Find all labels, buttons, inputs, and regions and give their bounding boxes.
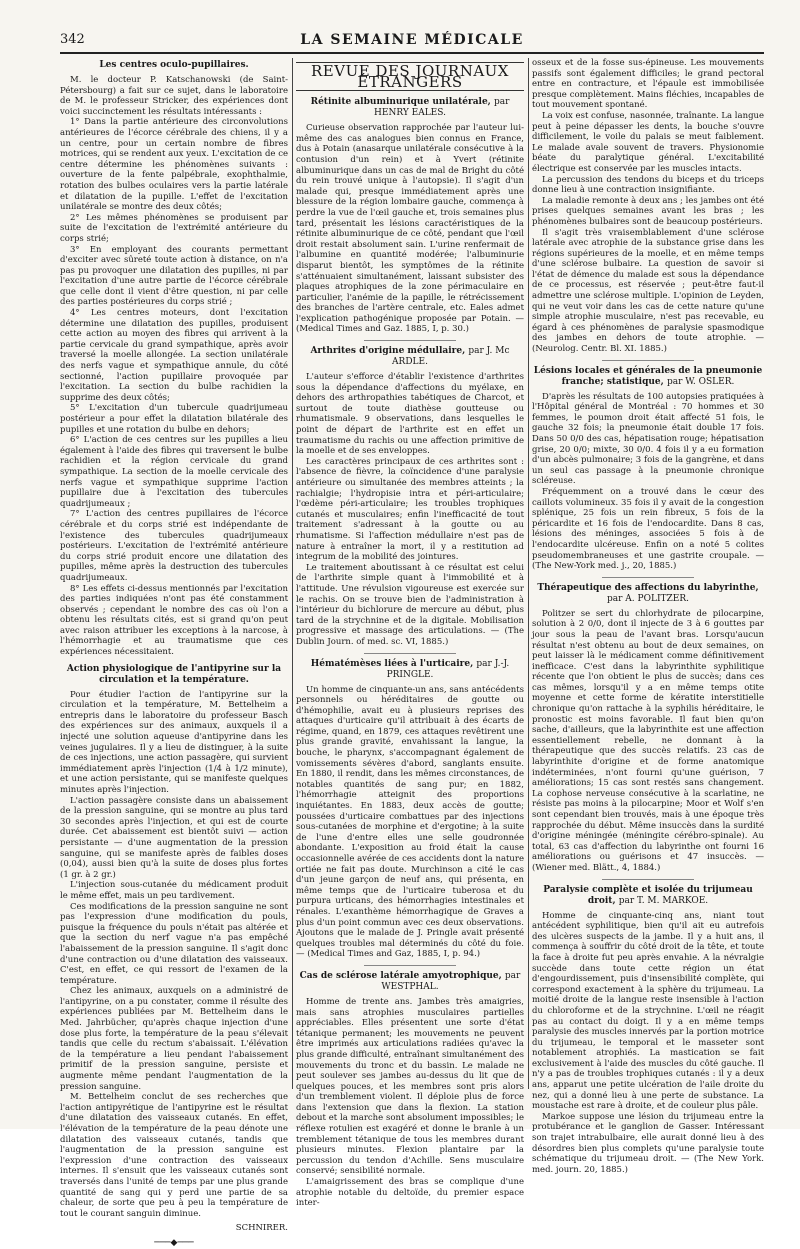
separator: [364, 965, 455, 966]
article-title: [296, 971, 524, 993]
paragraph: 7° L'action des centres pupillaires de l'écorce cérébrale et du corps strié est indépendante de l'existence des tubercules quadrijumeaux postérieurs. L'excitation de l'extrémité antérieure du corps strié produit encore une dilatation des pupilles, même après la destruction des tubercules quadrijumeaux.: [60, 509, 288, 583]
article-title-text: Cas de sclérose latérale amyotrophique,: [299, 970, 502, 981]
paragraph: osseux et de la fosse sus-épineuse. Les mouvements passifs sont également difficiles; le grand pectoral entre en contracture, et l'épaule est immobilisée presque complètement. Mains fléchies, incapables de tout mouvement spontané.: [532, 58, 764, 111]
paragraph: M. Bettelheim conclut de ses recherches que l'action antipyrétique de l'antipyrine est le résultat d'une dilatation des vaisseaux cutanés. En effet, l'élévation de la température de la peau dénote une dilatation des vaisseaux cutanés, tandis que l'augmentation de la pression sanguine est l'expression d'une contraction des vaisseaux internes. Il s'ensuit que les vaisseaux cutanés sont traversés dans l'unité de temps par une plus grande quantité de sang qui y perd une partie de sa chaleur, de sorte que peu à peu la température de tout le courant sanguin diminue.: [60, 1092, 288, 1219]
author-signature: SCHNIRER.: [235, 1223, 288, 1234]
article-title-text: Lésions locales et générales de la pneumonie franche; statistique,: [533, 365, 763, 387]
article-title: [532, 583, 764, 605]
paragraph: Les caractères principaux de ces arthrites sont : l'absence de fièvre, la coïncidence d'une paralysie antérieure ou simultanée des membres atteints ; la rachialgie; l'hydropisie intra et péri-articulaire; l'œdème péri-articulaire; les troubles trophiques cutanés et musculaires; enfin l'inefficacité de tout traitement s'adressant à la goutte ou au rhumatisme. Si l'affection médullaire n'est pas de nature à entraîner la mort, il y a restitution ad integrum de la mobilité des jointures.: [296, 456, 524, 563]
ornament-divider: ───◆───: [154, 1237, 194, 1248]
article-title: [296, 346, 524, 368]
paragraph: D'après les résultats de 100 autopsies pratiquées à l'Hôpital général de Montréal : 70 hommes et 30 femmes, le poumon droit était affecté 51 fois, le gauche 32 fois; la pneumonie était double 17 fois. Dans 50 0/0 des cas, hépatisation rouge; hépatisation grise, 20 0/0; mixte, 30 0/0. 4 fois il y a eu formation d'un abcès pulmonaire; 3 fois de la gangrène, et dans un seul cas passage à la pneumonie chronique scléreuse.: [532, 391, 764, 487]
article-title: [296, 659, 524, 681]
page-header: [60, 30, 764, 54]
page-number: 342: [60, 32, 85, 47]
article-title-text: Rétinite albuminurique unilatérale,: [310, 97, 491, 108]
separator: [602, 879, 695, 880]
article-title: Les centres oculo-pupillaires.: [99, 60, 249, 70]
article-title-text: Hématémèses liées à l'urticaire,: [310, 658, 474, 669]
journal-title: LA SEMAINE MÉDICALE: [300, 32, 524, 48]
paragraph: 8° Les effets ci-dessus mentionnés par l'excitation des parties indiquées n'ont pas été constamment observés ; cependant le nombre des cas où l'on a obtenu les résultats cités, est si grand qu'on peut avec raison attribuer les exceptions à la narcose, à l'hémorrhagie et au traumatisme que ces expériences nécessitaient.: [60, 583, 288, 658]
article-title: [532, 885, 764, 907]
paragraph: La percussion des tendons du biceps et du triceps donne lieu à une contraction insignifiante.: [532, 174, 764, 196]
paragraph: 5° L'excitation d'un tubercule quadrijumeau postérieur a pour effet la dilatation bilatérale des pupilles et une rotation du bulbe en dehors;: [60, 403, 288, 435]
article-title: Action physiologique de l'antipyrine sur la circulation et la température.: [66, 663, 282, 685]
paragraph: Homme de trente ans. Jambes très amaigries, mais sans atrophies musculaires partielles appréciables. Elles présentent une sorte d'état tétanique permanent; les mouvements ne peuvent être imprimés aux articulations radiées qu'avec la plus grande difficulté, entraînant simultanément des mouvements du tronc et du bassin. Le malade ne peut soulever ses jambes au-dessus du lit que de quelques pouces, et les membres sont pris alors d'un tremblement violent. Il déploie plus de force dans l'extension que dans la flexion. La station debout et la marche sont absolument impossibles; le réflexe rotulien est exagéré et donne le branle à un tremblement tétanique de tous les membres durant plusieurs minutes. Flexion plantaire par la percussion du tendon d'Achille. Sens musculaire conservé; sensibilité normale.: [296, 996, 524, 1177]
paragraph: 3° En employant des courants permettant d'exciter avec sûreté toute action à distance, on n'a pas pu provoquer une dilatation des pupilles, ni par l'excitation d'une autre partie de l'écorce cérébrale que celle dont il vient d'être question, ni par celle des parties postérieures du corps strié ;: [60, 244, 288, 308]
section-title: REVUE DES JOURNAUX ÉTRANGERS: [296, 62, 524, 91]
article-title-text: Arthrites d'origine médullaire,: [310, 346, 466, 357]
paragraph: L'action passagère consiste dans un abaissement de la pression sanguine, qui se montre au plus tard 30 secondes après l'injection, et qui est de courte durée. Cet abaissement est bientôt suivi — action persistante — d'une augmentation de la pression sanguine, qui se manifeste après de faibles doses (0,04), aussi bien qu'à la suite de doses plus fortes (1 gr. à 2 gr.): [60, 795, 288, 880]
separator: [364, 340, 455, 341]
article-author: par HENRY EALES.: [374, 97, 510, 119]
separator: [602, 577, 695, 578]
paragraph: Fréquemment on a trouvé dans le cœur des caillots volumineux. 35 fois il y avait de la congestion splénique, 25 fois un rein fibreux, 5 fois de la péricardite et 16 fois de l'endocardite. Dans 8 cas, lésions des méninges, associées 5 fois à de l'endocardite ulcéreuse. Enfin on a noté 5 colites pseudomembraneuses et une gastrite croupale. — (The New-York med. j., 20, 1885.): [532, 486, 764, 572]
paragraph: 1° Dans la partie antérieure des circonvolutions antérieures de l'écorce cérébrale des chiens, il y a un centre, pour un certain nombre de fibres motrices, qui se rendent aux yeux. L'excitation de ce centre détermine les phénomènes suivants : ouverture de la fente palpébrale, exophthalmie, rotation des bulbes oculaires vers la partie latérale et dilatation de la pupille. L'effet de l'excitation unilatérale se montre des deux côtés;: [60, 117, 288, 213]
paragraph: La maladie remonte à deux ans ; les jambes ont été prises quelques semaines avant les bras ; les phénomènes bulbaires sont de beaucoup postérieurs.: [532, 195, 764, 227]
paragraph: Curieuse observation rapprochée par l'auteur lui-même des cas analogues bien connus en France, dus à Potain (anasarque unilatérale consécutive à la contusion d'un rein) et à Yvert (rétinite albuminurique dans un cas de mal de Bright du côté du rein trouvé unique à l'autopsie). Il s'agit d'un malade qui, presque immédiatement après une blessure de la région lombaire gauche, commença à perdre la vue de l'œil gauche et, trois semaines plus tard, présentait les lésions caractéristiques de la rétinite albuminurique de ce côté, pendant que l'œil droit restait absolument sain. L'urine renfermait de l'albumine en quantité modérée; l'albuminurie disparut bientôt, les symptômes de la rétinite s'atténuaient simultanément, laissant subsister des plaques atrophiques de la zone périmaculaire en particulier, l'anémie de la papille, le rétrécissement des branches de l'artère centrale, etc. Eales admet l'explication pathogénique proposée par Potain. — (Medical Times and Gaz. 1885, I, p. 30.): [296, 123, 524, 335]
article-author: par A. POLITZER.: [607, 593, 689, 604]
paragraph: La voix est confuse, nasonnée, traînante. La langue peut à peine dépasser les dents, la bouche s'ouvre difficilement, le voile du palais se meut faiblement. Le malade avale souvent de travers. Physionomie béate du paralytique général. L'excitabilité électrique est conservée par les muscles intacts.: [532, 110, 765, 174]
paragraph: Politzer se sert du chlorhydrate de pilocarpine, solution à 2 0/0, dont il injecte de 3 à 6 gouttes par jour sous la peau de l'avant bras. Lorsqu'aucun résultat n'est obtenu au bout de deux semaines, on peut laisser là le médicament comme définitivement inefficace. C'est dans la labyrinthite syphilitique récente que l'on obtient le plus de succès; dans ces cas mêmes, lorsqu'il y a en même temps otite moyenne et cette forme de kératite interstitielle chronique qu'on rattache à la syphilis héréditaire, le pronostic est moins favorable. Il faut bien qu'on sache, d'ailleurs, que la labyrinthite est une affection essentiellement rebelle, ne donnant à la thérapeutique que des succès relatifs. 23 cas de labyrinthite d'origine et de forme anatomique indéterminées, n'ont fourni qu'une guérison, 7 améliorations; 15 cas sont restés sans changement. La cophose nerveuse consécutive à la scarlatine, ne résiste pas moins à la pilocarpine; Moor et Wolf s'en sont cependant bien trouvés, mais à une époque très rapprochée du début. Même insuccès dans la surdité d'origine méningée (méningite cérébro-spinale). Au total, 63 cas d'affection du labyrinthe ont fourni 16 améliorations ou guérisons et 47 insuccès. — (Wiener med. Blätt., 4, 1884.): [532, 608, 764, 873]
separator: [602, 360, 695, 361]
article-title-text: Thérapeutique des affections du labyrinthe,: [537, 582, 759, 593]
paragraph: L'injection sous-cutanée du médicament produit le même effet, mais un peu tardivement.: [60, 880, 288, 901]
column-divider: [292, 58, 293, 1089]
paragraph: L'amaigrissement des bras se complique d'une atrophie notable du deltoïde, du premier espace inter-: [296, 1177, 524, 1209]
paragraph: Un homme de cinquante-un ans, sans antécédents personnels ou héréditaires de goutte ou d'hémophilie, avait eu à plusieurs reprises des attaques d'urticaire qu'il attribuait à des écarts de régime, quand, en 1879, ces attaques revêtirent une plus grande gravité, envahissant la langue, la bouche, le pharynx, s'accompagnant également de vomissements sévères d'abord, sanglants ensuite. En 1880, il rendit, dans les mêmes circonstances, de notables quantités de sang pur; en 1882, l'hémorrhagie atteignit des proportions inquiétantes. En 1883, deux accès de goutte; poussées d'urticaire combattues par des injections sous-cutanées de morphine et d'ergotine; à la suite de l'une d'entre elles une selle goudronnée abondante. L'exposition au froid était la cause occasionnelle avérée de ces accidents dont la nature ortiée ne fait pas doute. Murchinson a cité le cas d'un jeune garçon de neuf ans, qui présenta, en même temps que de l'urticaire tuberosa et du purpura urticans, des hémorrhagies intestinales et rénales. L'exanthème hémorrhagique de Graves a plus d'un point commun avec ces deux observations. Ajoutons que le malade de J. Pringle avait présenté quelques troubles mal déterminés du côté du foie. — (Medical Times and Gaz, 1885, I, p. 94.): [296, 684, 524, 960]
paragraph: L'auteur s'efforce d'établir l'existence d'arthrites sous la dépendance d'affections du myélaxe, en dehors des arthropathies tabétiques de Charcot, et surtout de toute diathèse goutteuse ou rhumatismale. 9 observations, dans lesquelles le point de départ de l'arthrite est en effet un traumatisme du rachis ou une affection primitive de la moelle et de ses enveloppes.: [296, 372, 524, 457]
paragraph: Ces modifications de la pression sanguine ne sont pas l'expression d'une modification du pouls, puisque la fréquence du pouls n'était pas altérée et que la section du nerf vague n'a pas empêché l'abaissement de la pression sanguine. Il s'agit donc d'une contraction ou d'une dilatation des vaisseaux. C'est, en effet, ce qui ressort de l'examen de la température.: [60, 901, 288, 986]
column-2: [296, 58, 524, 1209]
paragraph: 6° L'action de ces centres sur les pupilles a lieu également à l'aide des fibres qui traversent le bulbe rachidien et la région cervicale du grand sympathique. La section de la moelle cervicale des nerfs vague et sympathique supprime l'action pupillaire due à l'excitation des tubercules quadrijumeaux ;: [60, 435, 288, 509]
article-author: par WESTPHAL.: [381, 970, 521, 992]
article-author: par J. Mc ARDLE.: [392, 346, 510, 368]
article-author: par W. OSLER.: [666, 376, 735, 387]
article-title: [296, 97, 524, 119]
paragraph: Chez les animaux, auxquels on a administré de l'antipyrine, on a pu constater, comme il résulte des expériences publiées par M. Bettelheim dans le Med. Jahrbücher, qu'après chaque injection d'une dose plus forte, la température de la peau s'élevait tandis que celle du rectum s'abaissait. L'élévation de la température a lieu pendant l'abaissement primitif de la pression sanguine, persiste et augmente même pendant l'augmentation de la pression sanguine.: [60, 986, 288, 1092]
paragraph: Homme de cinquante-cinq ans, niant tout antécédent syphilitique, bien qu'il ait eu autrefois des ulcères suspects de la jambe. Il y a huit ans, il commença à souffrir du côté droit de la tête, et toute la face à droite fut peu après envahie. A la névralgie succède dans toute cette région un état d'engourdissement, puis d'insensibilité complète, qui correspond exactement à la sphère du trijumeau. La moitié droite de la langue reste insensible à l'action du chloroforme et de la strychnine. L'œil ne réagit pas au contact du doigt. Il y a en même temps paralysie des muscles innervés par la portion motrice du trijumeau, le temporal et le masseter sont notablement atrophiés. La mastication se fait exclusivement à l'aide des muscles du côté gauche. Il n'y a pas de troubles trophiques cutanés : il y a deux ans, apparut une petite ulcération de l'aile droite du nez, qui a donné lieu à une perte de substance. La moustache est rare à droite, et de couleur plus pâle.: [532, 910, 764, 1112]
paragraph: Markoe suppose une lésion du trijumeau entre la protubérance et le ganglion de Gasser. Intéressant son trajet intrabulbaire, elle aurait donné lieu à des désordres bien plus complets qu'une paralysie toute schématique du trijumeau droit. — (The New York. med. journ. 20, 1885.): [532, 1111, 764, 1175]
paragraph: M. le docteur P. Katschanowski (de Saint-Pétersbourg) a fait sur ce sujet, dans le laboratoire de M. le professeur Stricker, des expériences dont voici succinctement les résultats intéressants :: [60, 75, 288, 117]
article-title: [532, 366, 764, 388]
paragraph: Le traitement aboutissant à ce résultat est celui de l'arthrite simple quant à l'immobilité et à l'attitude. Une révulsion vigoureuse est exercée sur le rachis. On se trouve bien de l'administration à l'intérieur du bichlorure de mercure au début, plus tard de la strychnine et de la digitale. Mobilisation progressive et massage des articulations. — (The Dublin Journ. of med. sc. VI, 1885.): [296, 562, 524, 647]
paragraph: Il s'agit très vraisemblablement d'une sclérose latérale avec atrophie de la substance grise dans les régions supérieures de la moelle, et en même temps d'une sclérose bulbaire. La question de savoir si l'état de démence du malade est sous la dépendance de ce processus, est réservée ; peut-être faut-il admettre une sclérose multiple. L'opinion de Leyden, qui ne veut voir dans les cas de cette nature qu'une simple atrophie musculaire, n'est pas recevable, eu égard à ces phénomènes de paralysie spasmodique des jambes en dehors de toute atrophie. — (Neurolog. Centr. Bl. XI. 1885.): [532, 227, 764, 355]
paragraph: Pour étudier l'action de l'antipyrine sur la circulation et la température, M. Bettelheim a entrepris dans le laboratoire du professeur Basch des expériences sur des animaux, auxquels il a injecté une solution aqueuse d'antipyrine dans les veines jugulaires. Il y a lieu de distinguer, à la suite de ces injections, une action passagère, qui survient immédiatement après l'injection (1/4 à 1/2 minute), et une action persistante, qui se manifeste quelques minutes après l'injection.: [60, 689, 288, 795]
paragraph: 2° Les mêmes phénomènes se produisent par suite de l'excitation de l'extrémité antérieure du corps strié;: [60, 212, 288, 244]
column-3: [532, 58, 765, 1175]
article-author: par J.-J. PRINGLE.: [386, 658, 510, 680]
paragraph: 4° Les centres moteurs, dont l'excitation détermine une dilatation des pupilles, produisent cette action au moyen des fibres qui arrivent à la partie cervicale du grand sympathique, après avoir traversé la moelle allongée. La section unilatérale des nerfs vague et sympathique annule, du côté sectionné, l'action pupillaire provoquée par l'excitation. La section du bulbe rachidien la supprime des deux côtés;: [60, 308, 288, 403]
separator: [364, 653, 455, 654]
article-title-text: Paralysie complète et isolée du trijumeau droit,: [543, 884, 753, 906]
article-author: par T. M. MARKOE.: [618, 895, 709, 906]
column-1: [60, 58, 288, 1248]
column-divider: [528, 58, 529, 1089]
